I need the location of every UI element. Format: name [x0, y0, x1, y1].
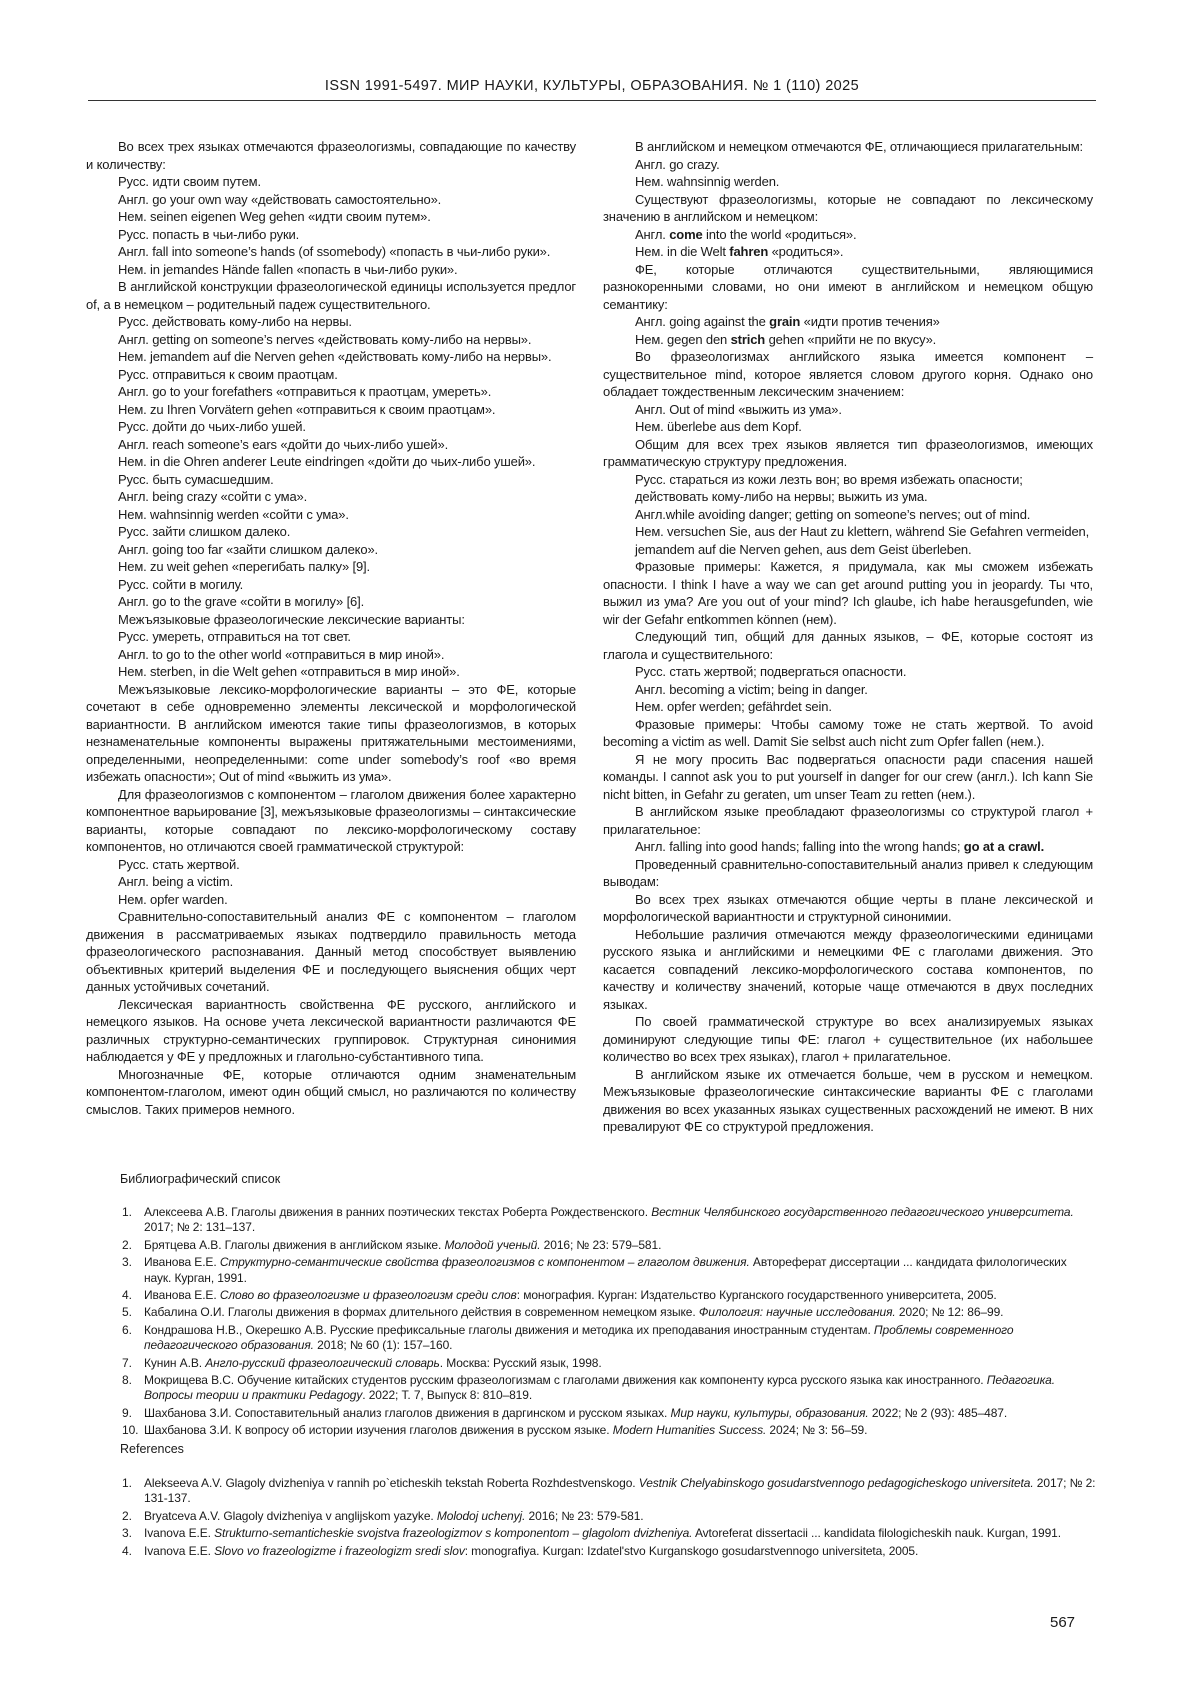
- paragraph: Англ. being crazy «сойти с ума».: [118, 489, 308, 504]
- paragraph: Англ. getting on someone’s nerves «действовать кому-либо на нервы».: [118, 331, 532, 347]
- reference-item: 3. Иванова Е.Е. Структурно-семантические свойства фразеологизмов с компонентом – глаголом движения. Автореферат диссертации ... кандидата филологических наук. Курган, 1991.: [122, 1255, 1067, 1285]
- page-number: 567: [1050, 1614, 1076, 1631]
- paragraph: Нем. wahnsinnig werden.: [635, 174, 780, 189]
- paragraph: Проведенный сравнительно-сопоставительный анализ привел к следующим выводам:: [603, 856, 1093, 889]
- paragraph: Многозначные ФЕ, которые отличаются одним знаменательным компонентом-глаголом, имеют один общий смысл, но различаются по количеству смыслов. Таких примеров немного.: [86, 1066, 576, 1117]
- right-column: [603, 138, 1093, 1136]
- paragraph: Русс. отправиться к своим праотцам.: [118, 366, 338, 382]
- paragraph: Нем. zu weit gehen «перегибать палку» [9].: [118, 559, 370, 574]
- bibliography-list: [86, 1205, 1096, 1441]
- paragraph: Русс. стать жертвой; подвергаться опасности.: [635, 664, 907, 679]
- paragraph: Межъязыковые фразеологические лексические варианты:: [118, 611, 465, 627]
- paragraph: Англ. going too far «зайти слишком далеко».: [118, 541, 378, 557]
- reference-item: 4. Ivanova E.E. Slovo vo frazeologizme i frazeologizm sredi slov: monografiya. Kurgan: Izdatel'stvo Kurganskogo gosudarstvennogo universiteta, 2005.: [122, 1543, 919, 1558]
- reference-item: 1. Alekseeva A.V. Glagoly dvizheniya v rannih po`eticheskih tekstah Roberta Rozhdestvenskogo. Vestnik Chelyabinskogo gosudarstvennogo pedagogicheskogo universiteta. 2017; № 2: 131-137.: [122, 1476, 1096, 1506]
- paragraph: Нем. opfer warden.: [118, 891, 228, 907]
- reference-item: 2. Брятцева А.В. Глаголы движения в английском языке. Молодой ученый. 2016; № 23: 579–581.: [122, 1237, 662, 1252]
- references-list: [86, 1476, 1096, 1561]
- paragraph: Нем. opfer werden; gefährdet sein.: [635, 699, 832, 714]
- paragraph: По своей грамматической структуре во всех анализируемых языках доминируют следующие типы ФЕ: глагол + существительное (их набольшее количество во всех трех языках), глагол + прилагательное.: [603, 1014, 1093, 1064]
- header-rule: [88, 100, 1096, 101]
- reference-item: 7. Кунин А.В. Англо-русский фразеологический словарь. Москва: Русский язык, 1998.: [122, 1355, 602, 1370]
- paragraph: В английском и немецком отмечаются ФЕ, отличающиеся прилагательным:: [635, 139, 1084, 154]
- reference-item: 6. Кондрашова Н.В., Окерешко А.В. Русские префиксальные глаголы движения и методика их преподавания иностранным студентам. Проблемы современного педагогического образования. 2018; № 60 (1): 157–160.: [122, 1322, 1014, 1353]
- paragraph: Фразовые примеры: Кажется, я придумала, как мы сможем избежать опасности. I think I have a way we can get around putting you in jeopardy. Ты что, выжил из ума? Are you out of your mind? Ich glaube, ich habe herausgefunden, wie wir der Gefahr entkommen können (нем).: [603, 559, 1093, 627]
- paragraph: Русс. дойти до чьих-либо ушей.: [118, 419, 306, 434]
- paragraph: Русс. умереть, отправиться на тот свет.: [118, 629, 351, 644]
- paragraph: Англ. to go to the other world «отправиться в мир иной».: [118, 646, 445, 662]
- reference-item: 5. Кабалина О.И. Глаголы движения в формах длительного действия в современном немецком языке. Филология: научные исследования. 2020; № 12: 86–99.: [122, 1305, 1004, 1320]
- reference-item: 3. Ivanova E.E. Strukturno-semanticheskie svojstva frazeologizmov s komponentom – glagolom dvizheniya. Avtoreferat dissertacii ... kandidata filologicheskih nauk. Kurgan, 1991.: [122, 1526, 1061, 1541]
- paragraph: Англ. Out of mind «выжить из ума».: [635, 401, 842, 417]
- paragraph: Я не могу просить Вас подвергаться опасности ради спасения нашей команды. I cannot ask you to put yourself in danger for our crew (англ.). Ich kann Sie nicht bitten, in Gefahr zu geraten, um unser Team zu retten (нем.).: [603, 751, 1093, 802]
- paragraph: Русс. идти своим путем.: [118, 174, 261, 189]
- paragraph: Нем. seinen eigenen Weg gehen «идти своим путем».: [118, 209, 431, 224]
- reference-item: 10. Шахбанова З.И. К вопросу об истории изучения глаголов движения в русском языке. Modern Humanities Success. 2024; № 3: 56–59.: [122, 1423, 868, 1438]
- paragraph: Русс. сойти в могилу.: [118, 576, 244, 592]
- paragraph: Нем. in die Ohren anderer Leute eindringen «дойти до чьих-либо ушей».: [118, 454, 536, 469]
- paragraph: Англ. being a victim.: [118, 874, 234, 889]
- paragraph: Англ. go your own way «действовать самостоятельно».: [118, 191, 442, 207]
- paragraph: Сравнительно-сопоставительный анализ ФЕ с компонентом – глаголом движения в рассматриваемых языках подтвердило правильность метода фразеологического распознавания. Данный метод способствует выявлению объективных критерий выделения ФЕ и последующего выяснения общих черт данных устойчивых сочетаний.: [86, 909, 576, 994]
- paragraph: Англ. falling into good hands; falling into the wrong hands; go at a crawl.: [635, 839, 1045, 854]
- paragraph: Англ. fall into someone’s hands (of ssomebody) «попасть в чьи-либо руки».: [118, 244, 551, 259]
- paragraph: Нем. versuchen Sie, aus der Haut zu klettern, während Sie Gefahren vermeiden, jemandem auf die Nerven gehen, aus dem Geist überleben.: [635, 524, 1090, 557]
- references-title: References: [120, 1442, 184, 1456]
- paragraph: Во всех трех языках отмечаются фразеологизмы, совпадающие по качеству и количеству:: [86, 139, 576, 172]
- paragraph: Англ. go to your forefathers «отправиться к праотцам, умереть».: [118, 384, 492, 399]
- paragraph: Русс. зайти слишком далеко.: [118, 524, 291, 539]
- paragraph: Англ. becoming a victim; being in danger.: [635, 681, 868, 697]
- paragraph: Нем. in die Welt fahren «родиться».: [635, 244, 844, 259]
- paragraph: Нем. wahnsinnig werden «сойти с ума».: [118, 506, 349, 522]
- paragraph: Нем. zu Ihren Vorvätern gehen «отправиться к своим праотцам».: [118, 401, 496, 417]
- paragraph: Во фразеологизмах английского языка имеется компонент – существительное mind, которое является словом другого корня. Однако оно обладает тождественным лексическим значением:: [603, 349, 1093, 399]
- reference-item: 9. Шахбанова З.И. Сопоставительный анализ глаголов движения в даргинском и русском языках. Мир науки, культуры, образования. 2022; № 2 (93): 485–487.: [122, 1405, 1008, 1420]
- paragraph: Небольшие различия отмечаются между фразеологическими единицами русского языка и английскими и немецкими ФЕ с глаголами движения. Это касается совпадений лексико-морфологического состава компонентов, по качеству и количеству значений, которые чаще отмечаются в двух последних языках.: [603, 926, 1093, 1012]
- paragraph: Общим для всех трех языков является тип фразеологизмов, имеющих грамматическую структуру предложения.: [603, 436, 1093, 469]
- journal-header: ISSN 1991-5497. МИР НАУКИ, КУЛЬТУРЫ, ОБРАЗОВАНИЯ. № 1 (110) 2025: [324, 78, 860, 94]
- paragraph: Нем. überlebe aus dem Kopf.: [635, 419, 802, 434]
- paragraph: ФЕ, которые отличаются существительными, являющимися разнокоренными словами, но они имеют в английском и немецком общую семантику:: [603, 261, 1093, 312]
- paragraph: Англ. reach someone’s ears «дойти до чьих-либо ушей».: [118, 436, 449, 452]
- paragraph: Англ. going against the grain «идти против течения»: [635, 314, 940, 329]
- reference-item: 8. Мокрищева В.С. Обучение китайских студентов русским фразеологизмам с глаголами движения как компоненту курса русского языка как иностранного. Педагогика. Вопросы теории и практики Pedagogy. 2022; Т. 7, Выпуск 8: 810–819.: [122, 1373, 1055, 1403]
- paragraph: Русс. действовать кому-либо на нервы.: [118, 314, 352, 329]
- paragraph: Русс. попасть в чьи-либо руки.: [118, 226, 300, 242]
- paragraph: В английском языке преобладают фразеологизмы со структурой глагол + прилагательное:: [603, 804, 1093, 837]
- left-column: [86, 138, 576, 1118]
- paragraph: Для фразеологизмов с компонентом – глаголом движения более характерно компонентное варьирование [3], межъязыковые фразеологизмы – синтаксические варианты, которые совпадают по лексико-морфологическому составу компонентов, но отличаются своей грамматической структурой:: [86, 786, 576, 854]
- paragraph: Англ. go crazy.: [635, 156, 720, 172]
- paragraph: Нем. in jemandes Hände fallen «попасть в чьи-либо руки».: [118, 261, 458, 277]
- paragraph: Во всех трех языках отмечаются общие черты в плане лексической и морфологической вариантности и структурной синонимии.: [603, 891, 1093, 924]
- paragraph: Фразовые примеры: Чтобы самому тоже не стать жертвой. To avoid becoming a victim as well. Damit Sie selbst auch nicht zum Opfer fallen (нем.).: [603, 716, 1093, 749]
- paragraph: Нем. jemandem auf die Nerven gehen «действовать кому-либо на нервы».: [118, 349, 552, 364]
- paragraph: Англ. come into the world «родиться».: [635, 226, 857, 242]
- paragraph: Русс. быть сумасшедшим.: [118, 471, 274, 487]
- bibliography-title: Библиографический список: [120, 1172, 281, 1186]
- paragraph: Существуют фразеологизмы, которые не совпадают по лексическому значению в английском и немецком:: [603, 191, 1093, 224]
- paragraph: Нем. gegen den strich gehen «прийти не по вкусу».: [635, 331, 937, 347]
- paragraph: В английской конструкции фразеологической единицы используется предлог of, а в немецком – родительный падеж существительного.: [86, 279, 576, 312]
- reference-item: 1. Алексеева А.В. Глаголы движения в ранних поэтических текстах Роберта Рождественского. Вестник Челябинского государственного педагогического университета. 2017; № 2: 131–137.: [122, 1205, 1074, 1235]
- paragraph: Англ.while avoiding danger; getting on someone’s nerves; out of mind.: [635, 506, 1031, 522]
- paragraph: Англ. go to the grave «сойти в могилу» [6].: [118, 594, 365, 609]
- paragraph: Русс. стать жертвой.: [118, 856, 240, 872]
- paragraph: Межъязыковые лексико-морфологические варианты – это ФЕ, которые сочетают в себе одновременно элементы лексической и морфологической вариантности. В английском имеются такие типы фразеологизмов, в которых незнаменательные компоненты выражены притяжательными местоимениями, определенными, неопределенными: come under somebody’s roof «во время избежать опасности»; Out of mind «выжить из ума».: [86, 681, 576, 784]
- paragraph: Лексическая вариантность свойственна ФЕ русского, английского и немецкого языков. На основе учета лексической вариантности различаются ФЕ различных структурно-семантических группировок. Структурная синонимия наблюдается у ФЕ у предложных и глагольно-субстантивного типа.: [86, 996, 576, 1064]
- paragraph: Русс. стараться из кожи лезть вон; во время избежать опасности; действовать кому-либо на нервы; выжить из ума.: [635, 471, 1023, 504]
- paragraph: Нем. sterben, in die Welt gehen «отправиться в мир иной».: [118, 664, 460, 679]
- reference-item: 2. Bryatceva A.V. Glagoly dvizheniya v anglijskom yazyke. Molodoj uchenyj. 2016; № 23: 579-581.: [122, 1508, 644, 1523]
- paragraph: Следующий тип, общий для данных языков, – ФЕ, которые состоят из глагола и существительного:: [603, 629, 1093, 662]
- paragraph: В английском языке их отмечается больше, чем в русском и немецком. Межъязыковые фразеологические синтаксические варианты ФЕ с глаголами движения во всех указанных языках существенных расхождений не имеют. В них превалируют ФЕ со структурой предложения.: [603, 1066, 1093, 1134]
- reference-item: 4. Иванова Е.Е. Слово во фразеологизме и фразеологизм среди слов: монография. Курган: Издательство Курганского государственного университета, 2005.: [122, 1288, 997, 1303]
